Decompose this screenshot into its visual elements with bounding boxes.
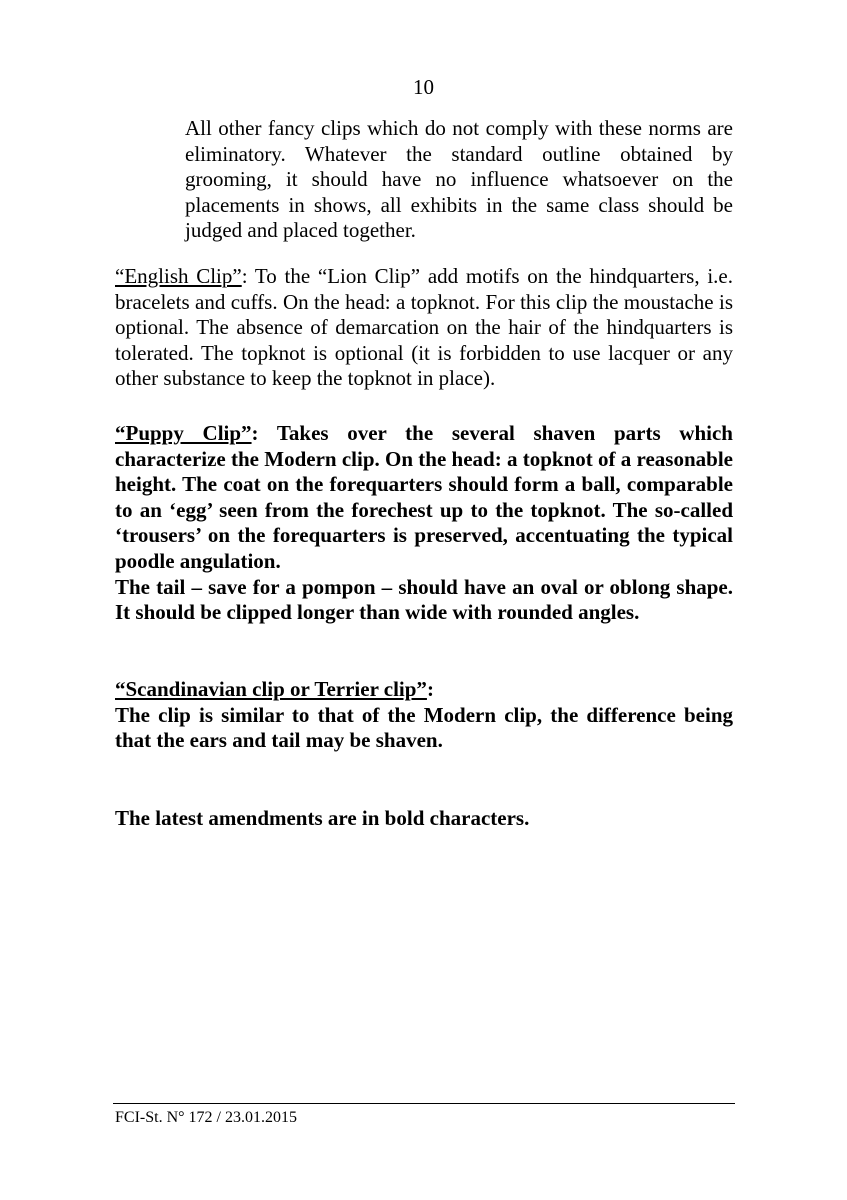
scandinavian-clip-colon: : bbox=[426, 677, 434, 701]
footer-reference: FCI-St. N° 172 / 23.01.2015 bbox=[115, 1109, 297, 1126]
puppy-clip-tail-text: The tail – save for a pompon – should have an oval or oblong shape. It should be clipped longer than wide with rounded angles. bbox=[115, 574, 733, 625]
page-number: 10 bbox=[413, 75, 434, 99]
scandinavian-clip-heading: “Scandinavian clip or Terrier clip” bbox=[115, 677, 427, 701]
scandinavian-clip-paragraph bbox=[115, 677, 733, 754]
footer-divider bbox=[113, 1103, 735, 1104]
scandinavian-clip-text: The clip is similar to that of the Modern clip, the difference being that the ears and tail may be shaven. bbox=[115, 702, 733, 753]
puppy-clip-paragraph bbox=[115, 421, 733, 626]
intro-paragraph: All other fancy clips which do not comply with these norms are eliminatory. Whatever the standard outline obtained by grooming, it should have no influence whatsoever on the placements in shows, all exhibits in the same class should be judged and placed together. bbox=[185, 116, 733, 243]
puppy-clip-heading: “Puppy Clip” bbox=[115, 421, 252, 445]
english-clip-text: : To the “Lion Clip” add motifs on the hindquarters, i.e. bracelets and cuffs. On the head: a topknot. For this clip the moustache is optional. The absence of demarcation on the hair of the hindquarters is tolerated. The topknot is optional (it is forbidden to use lacquer or any other substance to keep the topknot in place). bbox=[115, 264, 733, 391]
english-clip-heading: “English Clip” bbox=[115, 264, 242, 288]
puppy-clip-text: : Takes over the several shaven parts which characterize the Modern clip. On the head: a topknot of a reasonable height. The coat on the forequarters should form a ball, comparable to an ‘egg’ seen from the forechest up to the topknot. The so-called ‘trousers’ on the forequarters is preserved, accentuating the typical poodle angulation. bbox=[115, 421, 733, 573]
amendments-note: The latest amendments are in bold characters. bbox=[115, 806, 530, 830]
english-clip-paragraph bbox=[115, 264, 733, 392]
